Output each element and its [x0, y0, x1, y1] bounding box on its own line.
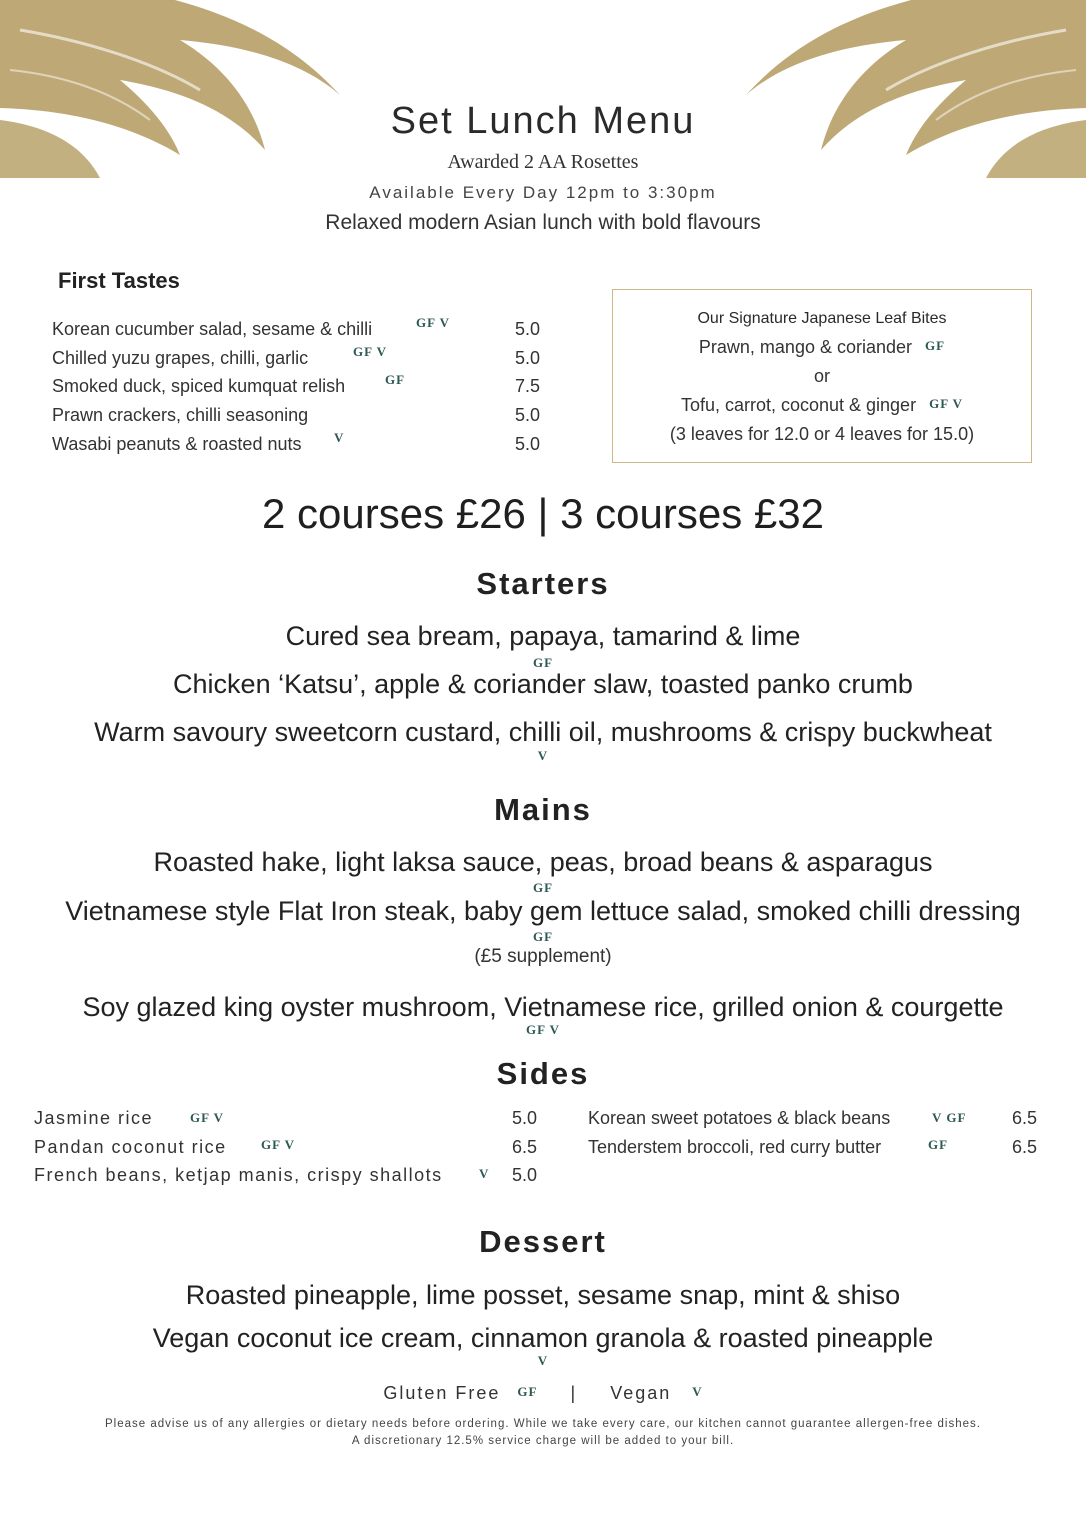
item-price: 7.5 — [515, 376, 541, 396]
item-name: Chilled yuzu grapes, chilli, garlic — [52, 348, 309, 368]
side-item-price: 6.5 — [1012, 1137, 1038, 1157]
main-item: Vietnamese style Flat Iron steak, baby gem lettuce salad, smoked chilli dressing — [65, 896, 1021, 926]
side-item-price: 5.0 — [512, 1108, 538, 1128]
signature-option-1 — [612, 337, 1032, 358]
main-item: Soy glazed king oyster mushroom, Vietnamese rice, grilled onion & courgette — [82, 992, 1004, 1022]
first-tastes-item — [52, 405, 552, 434]
dessert-heading: Dessert — [479, 1224, 607, 1259]
service-charge-notice: A discretionary 12.5% service charge will be added to your bill. — [351, 1435, 735, 1447]
dietary-tag: GF V — [261, 1137, 295, 1152]
main-item: Roasted hake, light laksa sauce, peas, broad beans & asparagus — [153, 847, 933, 877]
legend-separator: | — [570, 1383, 578, 1403]
item-name: Smoked duck, spiced kumquat relish — [52, 376, 346, 396]
dietary-tag: GF — [928, 1137, 949, 1152]
side-item-name: Pandan coconut rice — [34, 1137, 227, 1157]
side-item-name: Tenderstem broccoli, red curry butter — [588, 1137, 882, 1157]
option-name: Prawn, mango & coriander — [698, 337, 913, 357]
dietary-tag: V GF — [932, 1110, 967, 1125]
side-item-price: 5.0 — [512, 1165, 538, 1185]
item-name: Wasabi peanuts & roasted nuts — [52, 434, 302, 454]
first-tastes-item — [52, 344, 552, 377]
dietary-tag: GF — [532, 929, 554, 944]
side-item-price: 6.5 — [512, 1137, 538, 1157]
dietary-tag: V — [537, 1353, 549, 1368]
allergy-notice: Please advise us of any allergies or dietary needs before ordering. While we take every care, our kitchen cannot guarantee allergen-free dishes. — [105, 1418, 981, 1430]
signature-title: Our Signature Japanese Leaf Bites — [697, 310, 947, 327]
signature-or: or — [813, 366, 830, 386]
signature-option-2 — [612, 395, 1032, 416]
starter-item: Cured sea bream, papaya, tamarind & lime — [285, 621, 801, 651]
signature-pricing: (3 leaves for 12.0 or 4 leaves for 15.0) — [669, 424, 975, 444]
side-item-name: Jasmine rice — [34, 1108, 154, 1128]
dietary-tag: GF — [532, 880, 554, 895]
item-price: 5.0 — [515, 405, 541, 425]
side-item-name: French beans, ketjap manis, crispy shallots — [34, 1165, 443, 1185]
dietary-tag: GF V — [416, 315, 450, 330]
supplement-note: (£5 supplement) — [474, 946, 612, 967]
first-tastes-heading: First Tastes — [58, 268, 180, 293]
legend-gluten-free: Gluten Free — [383, 1383, 501, 1403]
dietary-tag: GF — [532, 655, 554, 670]
dietary-tag: GF V — [929, 396, 964, 411]
first-tastes-item — [52, 372, 552, 405]
dietary-tag: V — [334, 430, 345, 445]
dessert-item: Roasted pineapple, lime posset, sesame snap, mint & shiso — [185, 1280, 901, 1310]
menu-title: Set Lunch Menu — [390, 100, 696, 142]
item-price: 5.0 — [515, 319, 541, 339]
dietary-tag: GF V — [526, 1022, 560, 1037]
side-item-price: 6.5 — [1012, 1108, 1038, 1128]
starter-item: Warm savoury sweetcorn custard, chilli oil, mushrooms & crispy buckwheat — [94, 717, 992, 747]
starter-item: Chicken ‘Katsu’, apple & coriander slaw, toasted panko crumb — [173, 669, 913, 699]
dessert-item: Vegan coconut ice cream, cinnamon granola & roasted pineapple — [152, 1323, 934, 1353]
mains-heading: Mains — [494, 792, 592, 827]
starters-heading: Starters — [476, 566, 610, 601]
tagline: Relaxed modern Asian lunch with bold flavours — [325, 211, 761, 234]
dietary-tag: GF — [385, 372, 406, 387]
dietary-tag: V — [479, 1166, 490, 1181]
item-name: Prawn crackers, chilli seasoning — [52, 405, 309, 425]
availability-line: Available Every Day 12pm to 3:30pm — [369, 183, 717, 202]
sides-heading: Sides — [496, 1056, 590, 1091]
legend-vegan: Vegan — [610, 1383, 672, 1403]
first-tastes-item — [52, 430, 552, 463]
option-name: Tofu, carrot, coconut & ginger — [680, 395, 917, 415]
legend-gf-tag: GF — [517, 1384, 538, 1399]
dietary-tag: GF — [925, 338, 946, 353]
side-item-name: Korean sweet potatoes & black beans — [588, 1108, 891, 1128]
item-price: 5.0 — [515, 434, 541, 454]
dietary-legend — [0, 1383, 1086, 1404]
item-price: 5.0 — [515, 348, 541, 368]
dietary-tag: GF V — [353, 344, 387, 359]
dietary-tag: V — [537, 748, 549, 763]
dietary-tag: GF V — [190, 1110, 224, 1125]
first-tastes-item — [52, 315, 552, 348]
course-pricing: 2 courses £26 | 3 courses £32 — [262, 490, 824, 537]
legend-v-tag: V — [692, 1384, 703, 1399]
award-line: Awarded 2 AA Rosettes — [447, 151, 639, 173]
item-name: Korean cucumber salad, sesame & chilli — [52, 319, 373, 339]
